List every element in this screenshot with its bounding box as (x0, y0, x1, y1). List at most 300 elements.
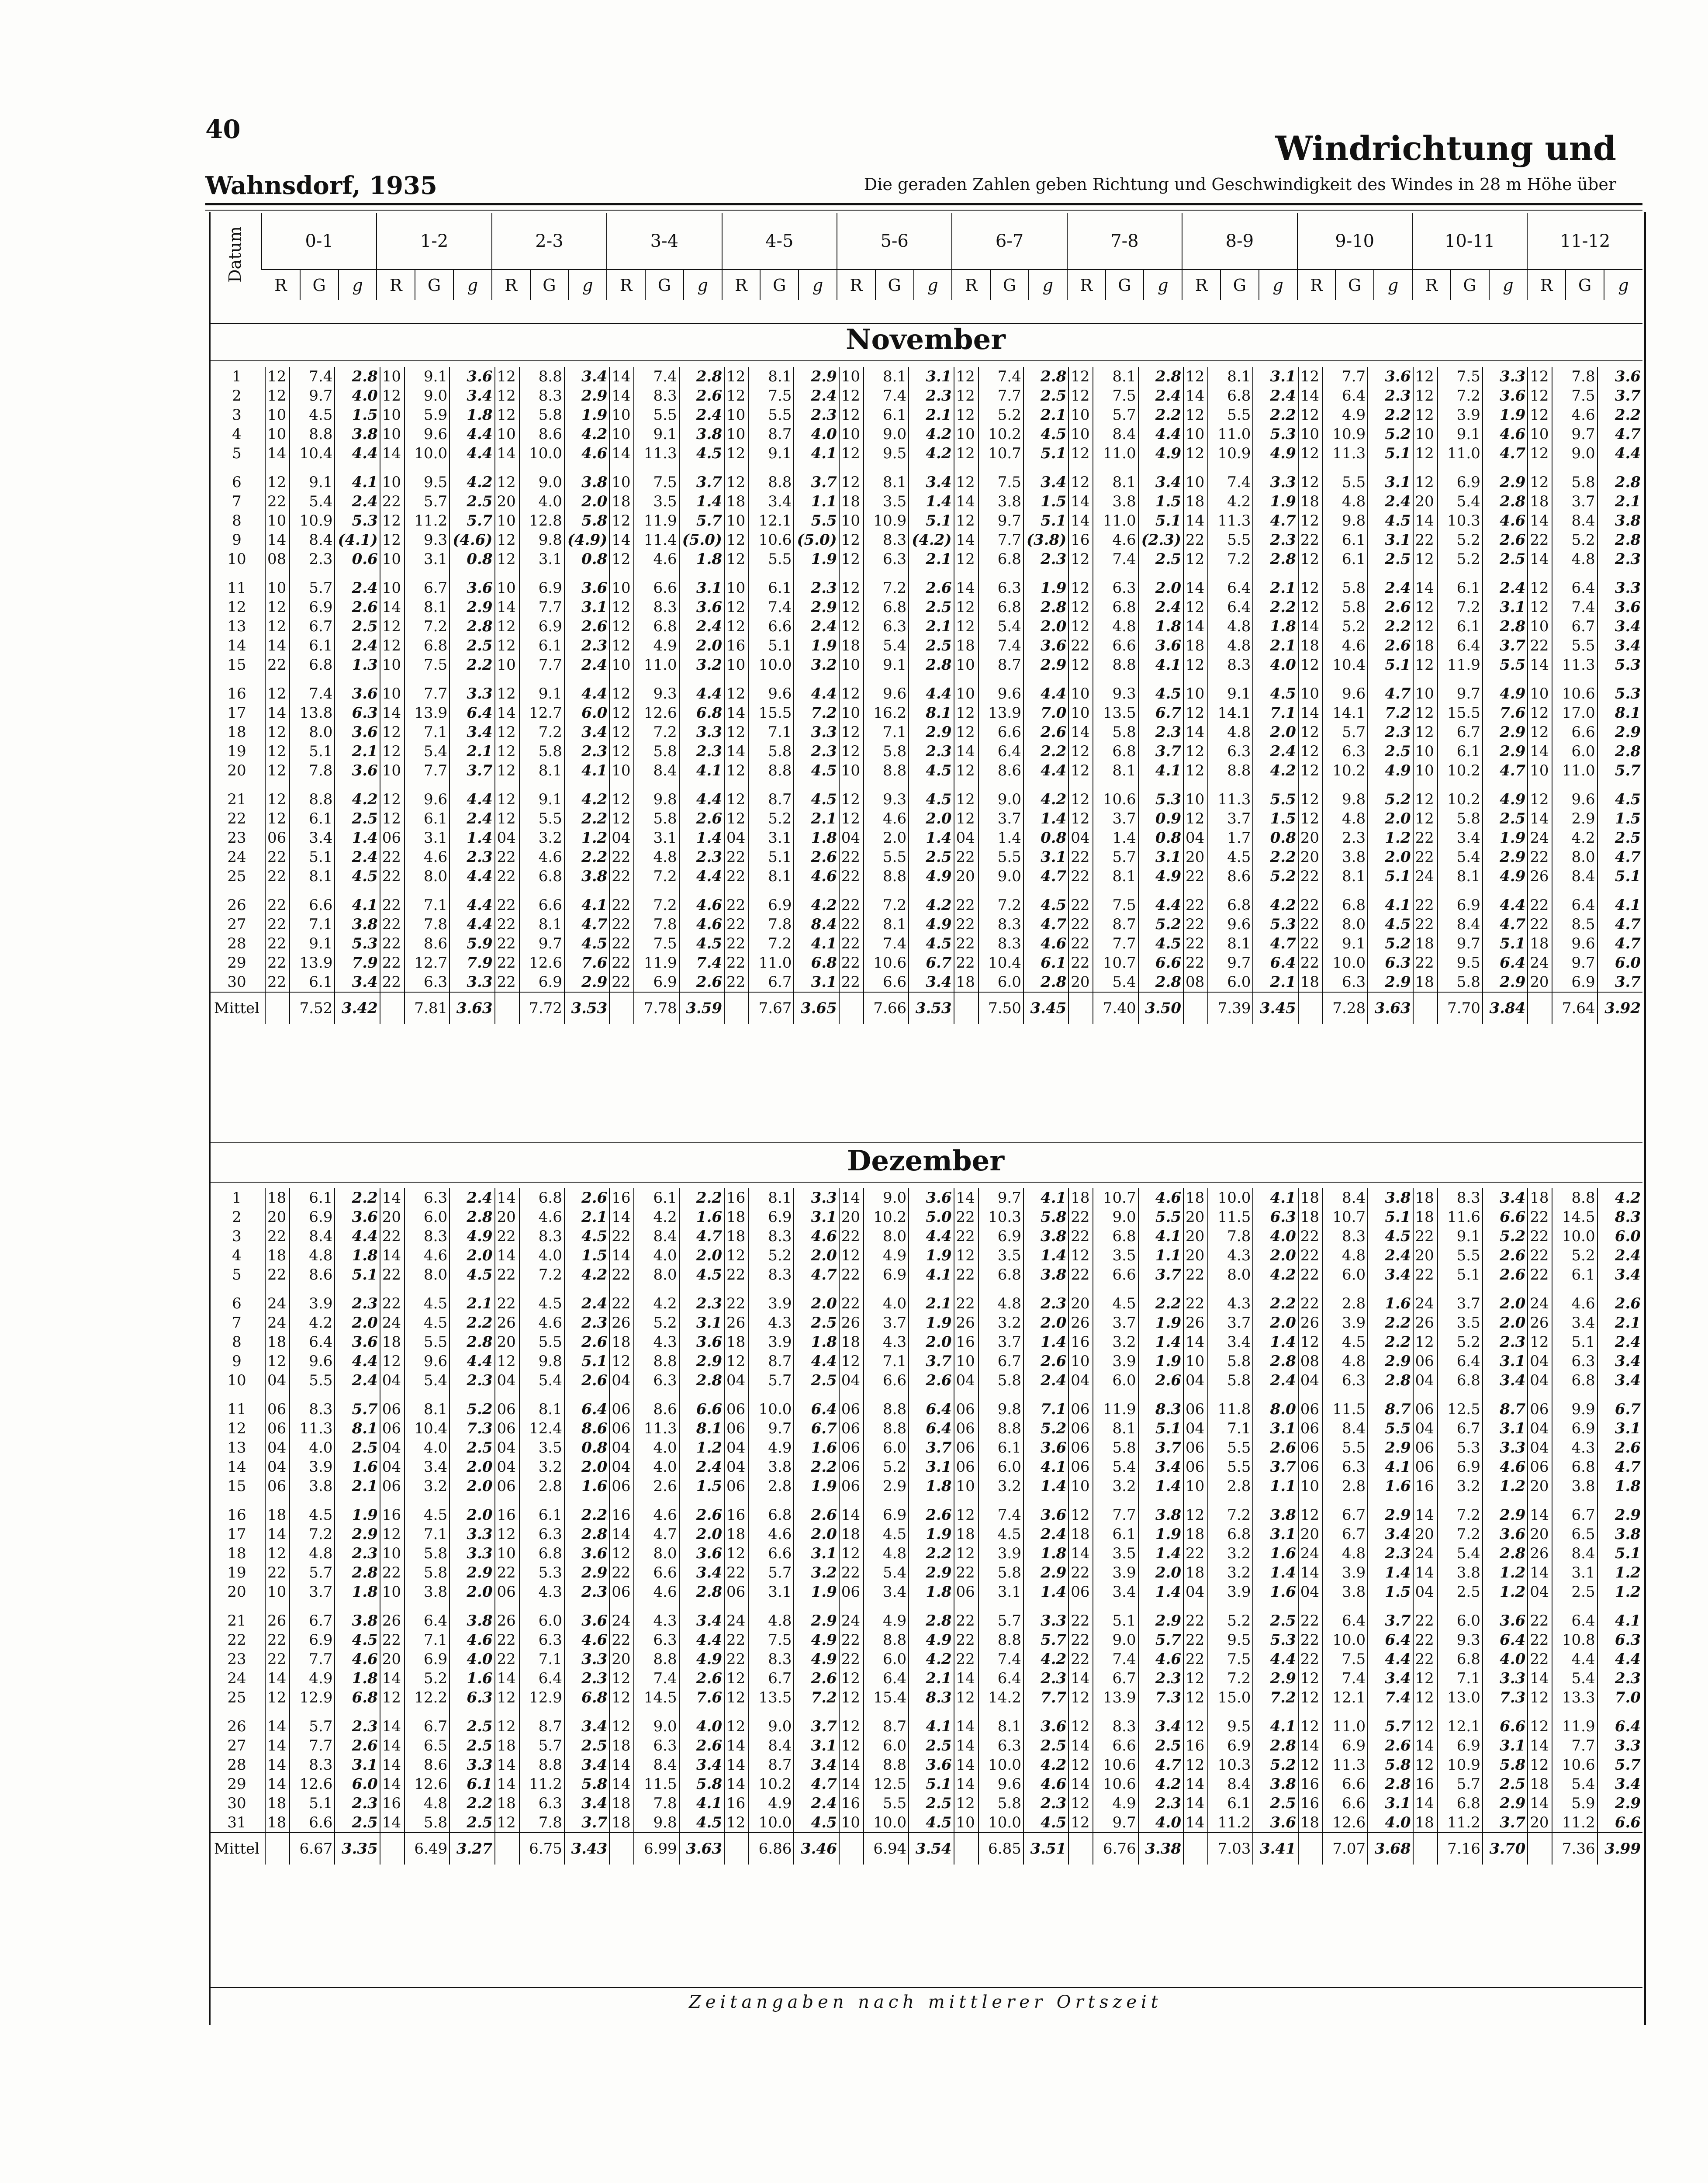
speed-ground-cell: 3.6 (679, 1544, 724, 1563)
speed-cell: 5.7 (1323, 723, 1368, 742)
day-cell: 15 (227, 656, 246, 674)
direction-cell: 22 (724, 896, 749, 915)
speed-cell: 12.4 (519, 1419, 564, 1438)
speed-cell: 9.5 (864, 444, 909, 473)
speed-ground-cell: 2.2 (1253, 405, 1298, 425)
direction-cell: 12 (495, 473, 519, 492)
speed-ground-cell: 4.2 (1597, 1188, 1642, 1207)
direction-cell: 12 (265, 809, 290, 828)
speed-ground-cell: 3.6 (1138, 636, 1183, 655)
speed-cell: 5.2 (1208, 1611, 1253, 1630)
direction-cell: 12 (954, 761, 978, 790)
speed-ground-cell: 6.0 (564, 703, 609, 723)
speed-cell: 8.4 (1438, 915, 1483, 934)
speed-cell: 10.2 (749, 1775, 794, 1794)
speed-ground-cell: 4.9 (1483, 790, 1528, 809)
speed-cell: 9.6 (1552, 934, 1597, 953)
speed-cell: 3.1 (405, 828, 449, 848)
speed-cell: 7.5 (405, 655, 449, 684)
direction-cell: 22 (1528, 1630, 1552, 1650)
mittel-empty (1068, 992, 1093, 1024)
speed-cell: 8.8 (290, 790, 335, 809)
speed-ground-cell: 2.8 (449, 1332, 494, 1352)
direction-cell: 18 (609, 1813, 634, 1833)
speed-cell: 6.8 (1552, 1371, 1597, 1400)
speed-ground-cell: 2.5 (1368, 742, 1413, 761)
speed-cell: 6.1 (290, 809, 335, 828)
direction-cell: 10 (1068, 703, 1093, 723)
direction-cell: 12 (1528, 578, 1552, 598)
speed-ground-cell: 7.3 (1138, 1688, 1183, 1717)
direction-cell: 06 (839, 1457, 864, 1477)
day-cell: 13 (227, 618, 246, 635)
day-cell: 18 (227, 1545, 246, 1562)
speed-cell: 9.7 (1552, 953, 1597, 972)
direction-cell: 12 (1068, 367, 1093, 386)
speed-cell: 6.1 (519, 1505, 564, 1525)
speed-ground-cell: 2.9 (449, 1563, 494, 1582)
speed-cell: 8.0 (634, 1544, 679, 1563)
speed-ground-cell: 2.5 (449, 1736, 494, 1755)
speed-ground-cell: 4.1 (679, 761, 724, 790)
speed-ground-cell: 2.6 (794, 1505, 839, 1525)
direction-cell: 22 (1528, 1650, 1552, 1669)
speed-ground-cell: 3.3 (1483, 1438, 1528, 1457)
direction-cell: 22 (1298, 1630, 1323, 1650)
direction-cell: 10 (954, 655, 978, 684)
mittel-speed-ground: 3.38 (1138, 1833, 1183, 1865)
speed-cell: 5.5 (1208, 405, 1253, 425)
speed-ground-cell: 2.1 (564, 1207, 609, 1227)
speed-cell: 9.3 (634, 684, 679, 703)
speed-ground-cell: 7.3 (449, 1419, 494, 1438)
speed-cell: 8.1 (1208, 367, 1253, 386)
speed-ground-cell: 2.4 (794, 1794, 839, 1813)
speed-cell: 4.8 (864, 1544, 909, 1563)
speed-cell: 3.4 (1093, 1582, 1138, 1611)
direction-cell: 22 (1413, 1630, 1438, 1650)
speed-ground-cell: 4.5 (679, 1813, 724, 1833)
speed-ground-cell: 4.5 (1253, 684, 1298, 703)
speed-cell: 8.1 (1093, 367, 1138, 386)
speed-cell: 3.2 (978, 1313, 1023, 1332)
speed-cell: 2.3 (1323, 828, 1368, 848)
speed-ground-cell: 4.0 (1253, 1227, 1298, 1246)
speed-cell: 6.3 (634, 1736, 679, 1755)
speed-cell: 7.5 (1438, 367, 1483, 386)
direction-cell: 14 (1183, 511, 1208, 530)
speed-cell: 6.3 (519, 1525, 564, 1544)
speed-cell: 9.1 (290, 473, 335, 492)
mittel-empty (954, 992, 978, 1024)
speed-cell: 8.1 (1093, 473, 1138, 492)
speed-ground-cell: 4.4 (1597, 444, 1642, 473)
speed-cell: 8.1 (864, 473, 909, 492)
bottom-rule (209, 1987, 1642, 1988)
direction-cell: 22 (1528, 1265, 1552, 1294)
top-rule (205, 203, 1642, 205)
speed-cell: 5.7 (1438, 1775, 1483, 1794)
table-row (209, 809, 1642, 828)
speed-ground-cell: 3.1 (1368, 530, 1413, 550)
speed-cell: 2.5 (1438, 1582, 1483, 1611)
speed-ground-cell: 1.4 (449, 828, 494, 848)
direction-cell: 14 (495, 1755, 519, 1775)
speed-cell: 6.3 (1208, 742, 1253, 761)
speed-cell: 3.8 (749, 1457, 794, 1477)
day-cell: 22 (227, 1631, 246, 1649)
speed-cell: 9.6 (290, 1352, 335, 1371)
speed-ground-cell: 2.0 (564, 492, 609, 511)
direction-cell: 12 (265, 1544, 290, 1563)
direction-cell: 12 (724, 1813, 749, 1833)
speed-cell: 7.2 (1438, 1505, 1483, 1525)
table-row (209, 723, 1642, 742)
day-cell: 20 (227, 762, 246, 779)
speed-cell: 6.6 (1552, 723, 1597, 742)
speed-cell: 5.5 (1323, 1438, 1368, 1457)
direction-cell: 22 (495, 1563, 519, 1582)
day-cell: 1 (232, 368, 242, 385)
direction-cell: 22 (380, 953, 405, 972)
speed-cell: 8.4 (1552, 867, 1597, 896)
table-row (209, 1419, 1642, 1438)
speed-cell: 3.2 (405, 1477, 449, 1505)
speed-ground-cell: 2.3 (679, 848, 724, 867)
speed-ground-cell: 4.0 (1253, 655, 1298, 684)
direction-cell: 22 (1298, 915, 1323, 934)
speed-ground-cell: 2.6 (335, 1736, 380, 1755)
direction-cell: 22 (954, 1265, 978, 1294)
speed-cell: 5.7 (749, 1371, 794, 1400)
direction-cell: 22 (609, 1227, 634, 1246)
speed-cell: 8.0 (405, 1265, 449, 1294)
speed-cell: 8.8 (1552, 1188, 1597, 1207)
speed-cell: 6.4 (1208, 578, 1253, 598)
speed-ground-cell: 2.4 (1597, 1246, 1642, 1265)
direction-cell: 14 (1528, 550, 1552, 578)
direction-cell: 12 (1528, 405, 1552, 425)
speed-cell: 6.3 (864, 550, 909, 578)
speed-ground-cell: 1.9 (564, 405, 609, 425)
speed-cell: 6.8 (519, 867, 564, 896)
speed-ground-cell: 4.4 (449, 425, 494, 444)
direction-cell: 12 (1183, 1717, 1208, 1736)
table-row (209, 511, 1642, 530)
speed-cell: 7.2 (1208, 1505, 1253, 1525)
direction-cell: 10 (609, 425, 634, 444)
speed-cell: 6.1 (1438, 742, 1483, 761)
speed-cell: 5.4 (405, 742, 449, 761)
speed-ground-cell: 2.1 (1597, 1313, 1642, 1332)
day-cell: 31 (227, 1814, 246, 1831)
speed-cell: 8.8 (290, 425, 335, 444)
table-row (209, 953, 1642, 972)
speed-ground-cell: 4.7 (1483, 444, 1528, 473)
direction-cell: 22 (495, 1294, 519, 1313)
direction-cell: 10 (1068, 684, 1093, 703)
speed-cell: 9.0 (978, 867, 1023, 896)
direction-cell: 14 (265, 636, 290, 655)
day-cell: 6 (232, 474, 242, 491)
speed-ground-cell: 3.6 (909, 1188, 954, 1207)
speed-ground-cell: 0.8 (1138, 828, 1183, 848)
speed-ground-cell: 2.9 (1253, 1669, 1298, 1688)
speed-cell: 3.8 (1323, 848, 1368, 867)
direction-cell: 14 (1183, 386, 1208, 405)
direction-cell: 12 (1068, 1246, 1093, 1265)
speed-ground-cell: 3.4 (564, 723, 609, 742)
speed-cell: 5.7 (290, 1717, 335, 1736)
speed-ground-cell: 2.0 (449, 1582, 494, 1611)
speed-ground-cell: 2.2 (679, 1188, 724, 1207)
speed-ground-cell: 2.9 (1483, 473, 1528, 492)
speed-ground-cell: 3.6 (1483, 1525, 1528, 1544)
table-row (209, 636, 1642, 655)
direction-cell: 12 (1413, 598, 1438, 617)
direction-cell: 12 (380, 809, 405, 828)
speed-ground-cell: 5.2 (1483, 1227, 1528, 1246)
speed-ground-cell: 4.5 (1597, 790, 1642, 809)
speed-ground-cell: 4.6 (1483, 425, 1528, 444)
direction-cell: 14 (495, 1246, 519, 1265)
direction-cell: 12 (724, 386, 749, 405)
speed-ground-cell: 6.4 (794, 1400, 839, 1419)
speed-ground-cell: 4.4 (449, 1352, 494, 1371)
speed-cell: 4.2 (290, 1313, 335, 1332)
speed-cell: 6.4 (978, 1669, 1023, 1688)
speed-cell: 6.3 (519, 1794, 564, 1813)
speed-cell: 3.2 (1093, 1477, 1138, 1505)
speed-cell: 8.3 (519, 386, 564, 405)
speed-ground-cell: 2.5 (449, 636, 494, 655)
speed-cell: 3.9 (290, 1294, 335, 1313)
direction-cell: 14 (1298, 386, 1323, 405)
speed-ground-cell: 5.9 (449, 934, 494, 953)
direction-cell: 22 (609, 867, 634, 896)
speed-ground-cell: 2.6 (679, 386, 724, 405)
direction-cell: 10 (380, 578, 405, 598)
speed-cell: 3.8 (1552, 1477, 1597, 1505)
speed-ground-cell: 1.9 (909, 1525, 954, 1544)
speed-cell: 7.4 (1093, 1650, 1138, 1669)
speed-cell: 8.4 (634, 761, 679, 790)
direction-cell: 22 (1528, 896, 1552, 915)
speed-ground-cell: 3.3 (1483, 367, 1528, 386)
sub-header-r: R (1527, 270, 1566, 300)
speed-ground-cell: 3.1 (679, 1313, 724, 1332)
direction-cell: 22 (724, 1563, 749, 1582)
direction-cell: 10 (1413, 684, 1438, 703)
speed-cell: 6.9 (519, 617, 564, 636)
direction-cell: 18 (495, 1736, 519, 1755)
speed-cell: 13.5 (1093, 703, 1138, 723)
direction-cell: 12 (495, 386, 519, 405)
direction-cell: 12 (1183, 444, 1208, 473)
speed-cell: 8.3 (634, 598, 679, 617)
direction-cell: 22 (1183, 896, 1208, 915)
speed-cell: 9.7 (1438, 934, 1483, 953)
speed-ground-cell: 4.5 (1023, 1813, 1068, 1833)
speed-ground-cell: 2.3 (1023, 1794, 1068, 1813)
speed-ground-cell: 3.7 (1368, 1611, 1413, 1630)
speed-ground-cell: 3.4 (1023, 473, 1068, 492)
direction-cell: 10 (839, 761, 864, 790)
mittel-speed: 7.16 (1438, 1833, 1483, 1865)
speed-ground-cell: 6.6 (1138, 953, 1183, 972)
mittel-empty (380, 992, 405, 1024)
speed-cell: 6.6 (749, 617, 794, 636)
speed-ground-cell: 4.4 (449, 915, 494, 934)
speed-cell: 3.4 (290, 828, 335, 848)
speed-cell: 6.4 (519, 1669, 564, 1688)
speed-ground-cell: 0.8 (564, 550, 609, 578)
speed-ground-cell: 4.9 (1368, 761, 1413, 790)
speed-cell: 4.6 (1323, 636, 1368, 655)
speed-ground-cell: 2.8 (1483, 492, 1528, 511)
speed-cell: 8.1 (1093, 761, 1138, 790)
speed-ground-cell: 4.1 (794, 934, 839, 953)
direction-cell: 18 (1298, 1188, 1323, 1207)
speed-ground-cell: 4.0 (794, 425, 839, 444)
direction-cell: 04 (609, 1457, 634, 1477)
speed-ground-cell: 4.6 (794, 867, 839, 896)
direction-cell: 18 (1068, 1188, 1093, 1207)
speed-ground-cell: 3.2 (794, 1563, 839, 1582)
speed-ground-cell: 3.4 (679, 1755, 724, 1775)
direction-cell: 14 (380, 1813, 405, 1833)
direction-cell: 22 (1413, 848, 1438, 867)
speed-ground-cell: 5.1 (1368, 444, 1413, 473)
speed-ground-cell: 2.1 (335, 1477, 380, 1505)
direction-cell: 12 (380, 1688, 405, 1717)
speed-cell: 1.4 (978, 828, 1023, 848)
speed-ground-cell: 2.3 (1253, 530, 1298, 550)
direction-cell: 14 (609, 1246, 634, 1265)
speed-ground-cell: 1.8 (1597, 1477, 1642, 1505)
table-row (209, 1736, 1642, 1755)
speed-ground-cell: 1.9 (1023, 578, 1068, 598)
direction-cell: 26 (1528, 867, 1552, 896)
speed-ground-cell: 4.5 (1023, 425, 1068, 444)
table-row (209, 1352, 1642, 1371)
table-row (209, 1457, 1642, 1477)
speed-cell: 14.1 (1208, 703, 1253, 723)
direction-cell: 10 (839, 1813, 864, 1833)
speed-cell: 3.5 (978, 1246, 1023, 1265)
direction-cell: 14 (839, 1188, 864, 1207)
speed-cell: 6.8 (1552, 1457, 1597, 1477)
speed-cell: 8.4 (634, 1227, 679, 1246)
speed-cell: 6.3 (978, 1736, 1023, 1755)
speed-ground-cell: 8.0 (1253, 1400, 1298, 1419)
speed-ground-cell: 4.4 (335, 1227, 380, 1246)
direction-cell: 16 (724, 1505, 749, 1525)
table-row (209, 848, 1642, 867)
speed-cell: 9.7 (978, 511, 1023, 530)
speed-ground-cell: 3.6 (909, 1755, 954, 1775)
speed-cell: 13.9 (978, 703, 1023, 723)
direction-cell: 04 (1183, 828, 1208, 848)
mittel-speed-ground: 3.63 (679, 1833, 724, 1865)
direction-cell: 22 (724, 915, 749, 934)
direction-cell: 12 (1068, 617, 1093, 636)
speed-cell: 6.1 (290, 636, 335, 655)
speed-ground-cell: 2.0 (679, 1525, 724, 1544)
speed-ground-cell: 2.2 (449, 1313, 494, 1332)
speed-cell: 4.5 (1093, 1294, 1138, 1313)
mittel-empty (265, 992, 290, 1024)
speed-ground-cell: 4.7 (794, 1265, 839, 1294)
speed-cell: 13.9 (1093, 1688, 1138, 1717)
table-row (209, 1688, 1642, 1717)
direction-cell: 22 (724, 1294, 749, 1313)
speed-cell: 13.3 (1552, 1688, 1597, 1717)
direction-cell: 06 (609, 1582, 634, 1611)
mittel-speed-ground: 3.53 (564, 992, 609, 1024)
sub-header-g: G (1335, 270, 1374, 300)
speed-cell: 7.8 (1552, 367, 1597, 386)
speed-cell: 4.8 (1323, 1246, 1368, 1265)
speed-cell: 11.3 (1323, 444, 1368, 473)
speed-ground-cell: 5.3 (335, 511, 380, 530)
speed-ground-cell: 2.8 (1138, 972, 1183, 992)
speed-ground-cell: 6.1 (1023, 953, 1068, 972)
table-row (209, 1563, 1642, 1582)
speed-ground-cell: 4.0 (449, 1650, 494, 1669)
direction-cell: 12 (1183, 1505, 1208, 1525)
direction-cell: 12 (1068, 1813, 1093, 1833)
direction-cell: 04 (954, 1371, 978, 1400)
direction-cell: 06 (954, 1419, 978, 1438)
speed-cell: 5.8 (519, 405, 564, 425)
speed-cell: 8.4 (290, 1227, 335, 1246)
day-cell: 30 (227, 1795, 246, 1812)
speed-ground-cell: 1.5 (1023, 492, 1068, 511)
direction-cell: 06 (839, 1419, 864, 1438)
speed-ground-cell: 6.6 (1597, 1813, 1642, 1833)
direction-cell: 16 (1413, 1775, 1438, 1794)
speed-ground-cell: 1.3 (335, 655, 380, 684)
direction-cell: 12 (380, 617, 405, 636)
day-cell: 5 (232, 1266, 242, 1284)
speed-cell: 13.5 (749, 1688, 794, 1717)
speed-ground-cell: 4.1 (1253, 1188, 1298, 1207)
speed-ground-cell: 4.1 (1597, 896, 1642, 915)
speed-cell: 10.7 (1323, 1207, 1368, 1227)
direction-cell: 14 (1528, 1505, 1552, 1525)
speed-ground-cell: 2.2 (1368, 1332, 1413, 1352)
direction-cell: 06 (724, 1400, 749, 1419)
speed-ground-cell: 5.1 (909, 511, 954, 530)
speed-ground-cell: 6.6 (1483, 1717, 1528, 1736)
speed-ground-cell: 1.6 (1368, 1294, 1413, 1313)
speed-ground-cell: 4.2 (449, 473, 494, 492)
speed-ground-cell: 3.7 (1483, 636, 1528, 655)
day-cell: 8 (232, 512, 242, 529)
day-cell: 2 (232, 1208, 242, 1226)
speed-cell: 7.4 (864, 386, 909, 405)
speed-cell: 9.7 (1438, 684, 1483, 703)
speed-cell: 11.2 (1208, 1813, 1253, 1833)
speed-cell: 11.9 (1438, 655, 1483, 684)
speed-cell: 9.1 (1438, 1227, 1483, 1246)
speed-ground-cell: 2.4 (794, 386, 839, 405)
direction-cell: 12 (1413, 809, 1438, 828)
speed-cell: 3.9 (1323, 1313, 1368, 1332)
direction-cell: 22 (839, 1630, 864, 1650)
speed-cell: 4.3 (1208, 1294, 1253, 1313)
